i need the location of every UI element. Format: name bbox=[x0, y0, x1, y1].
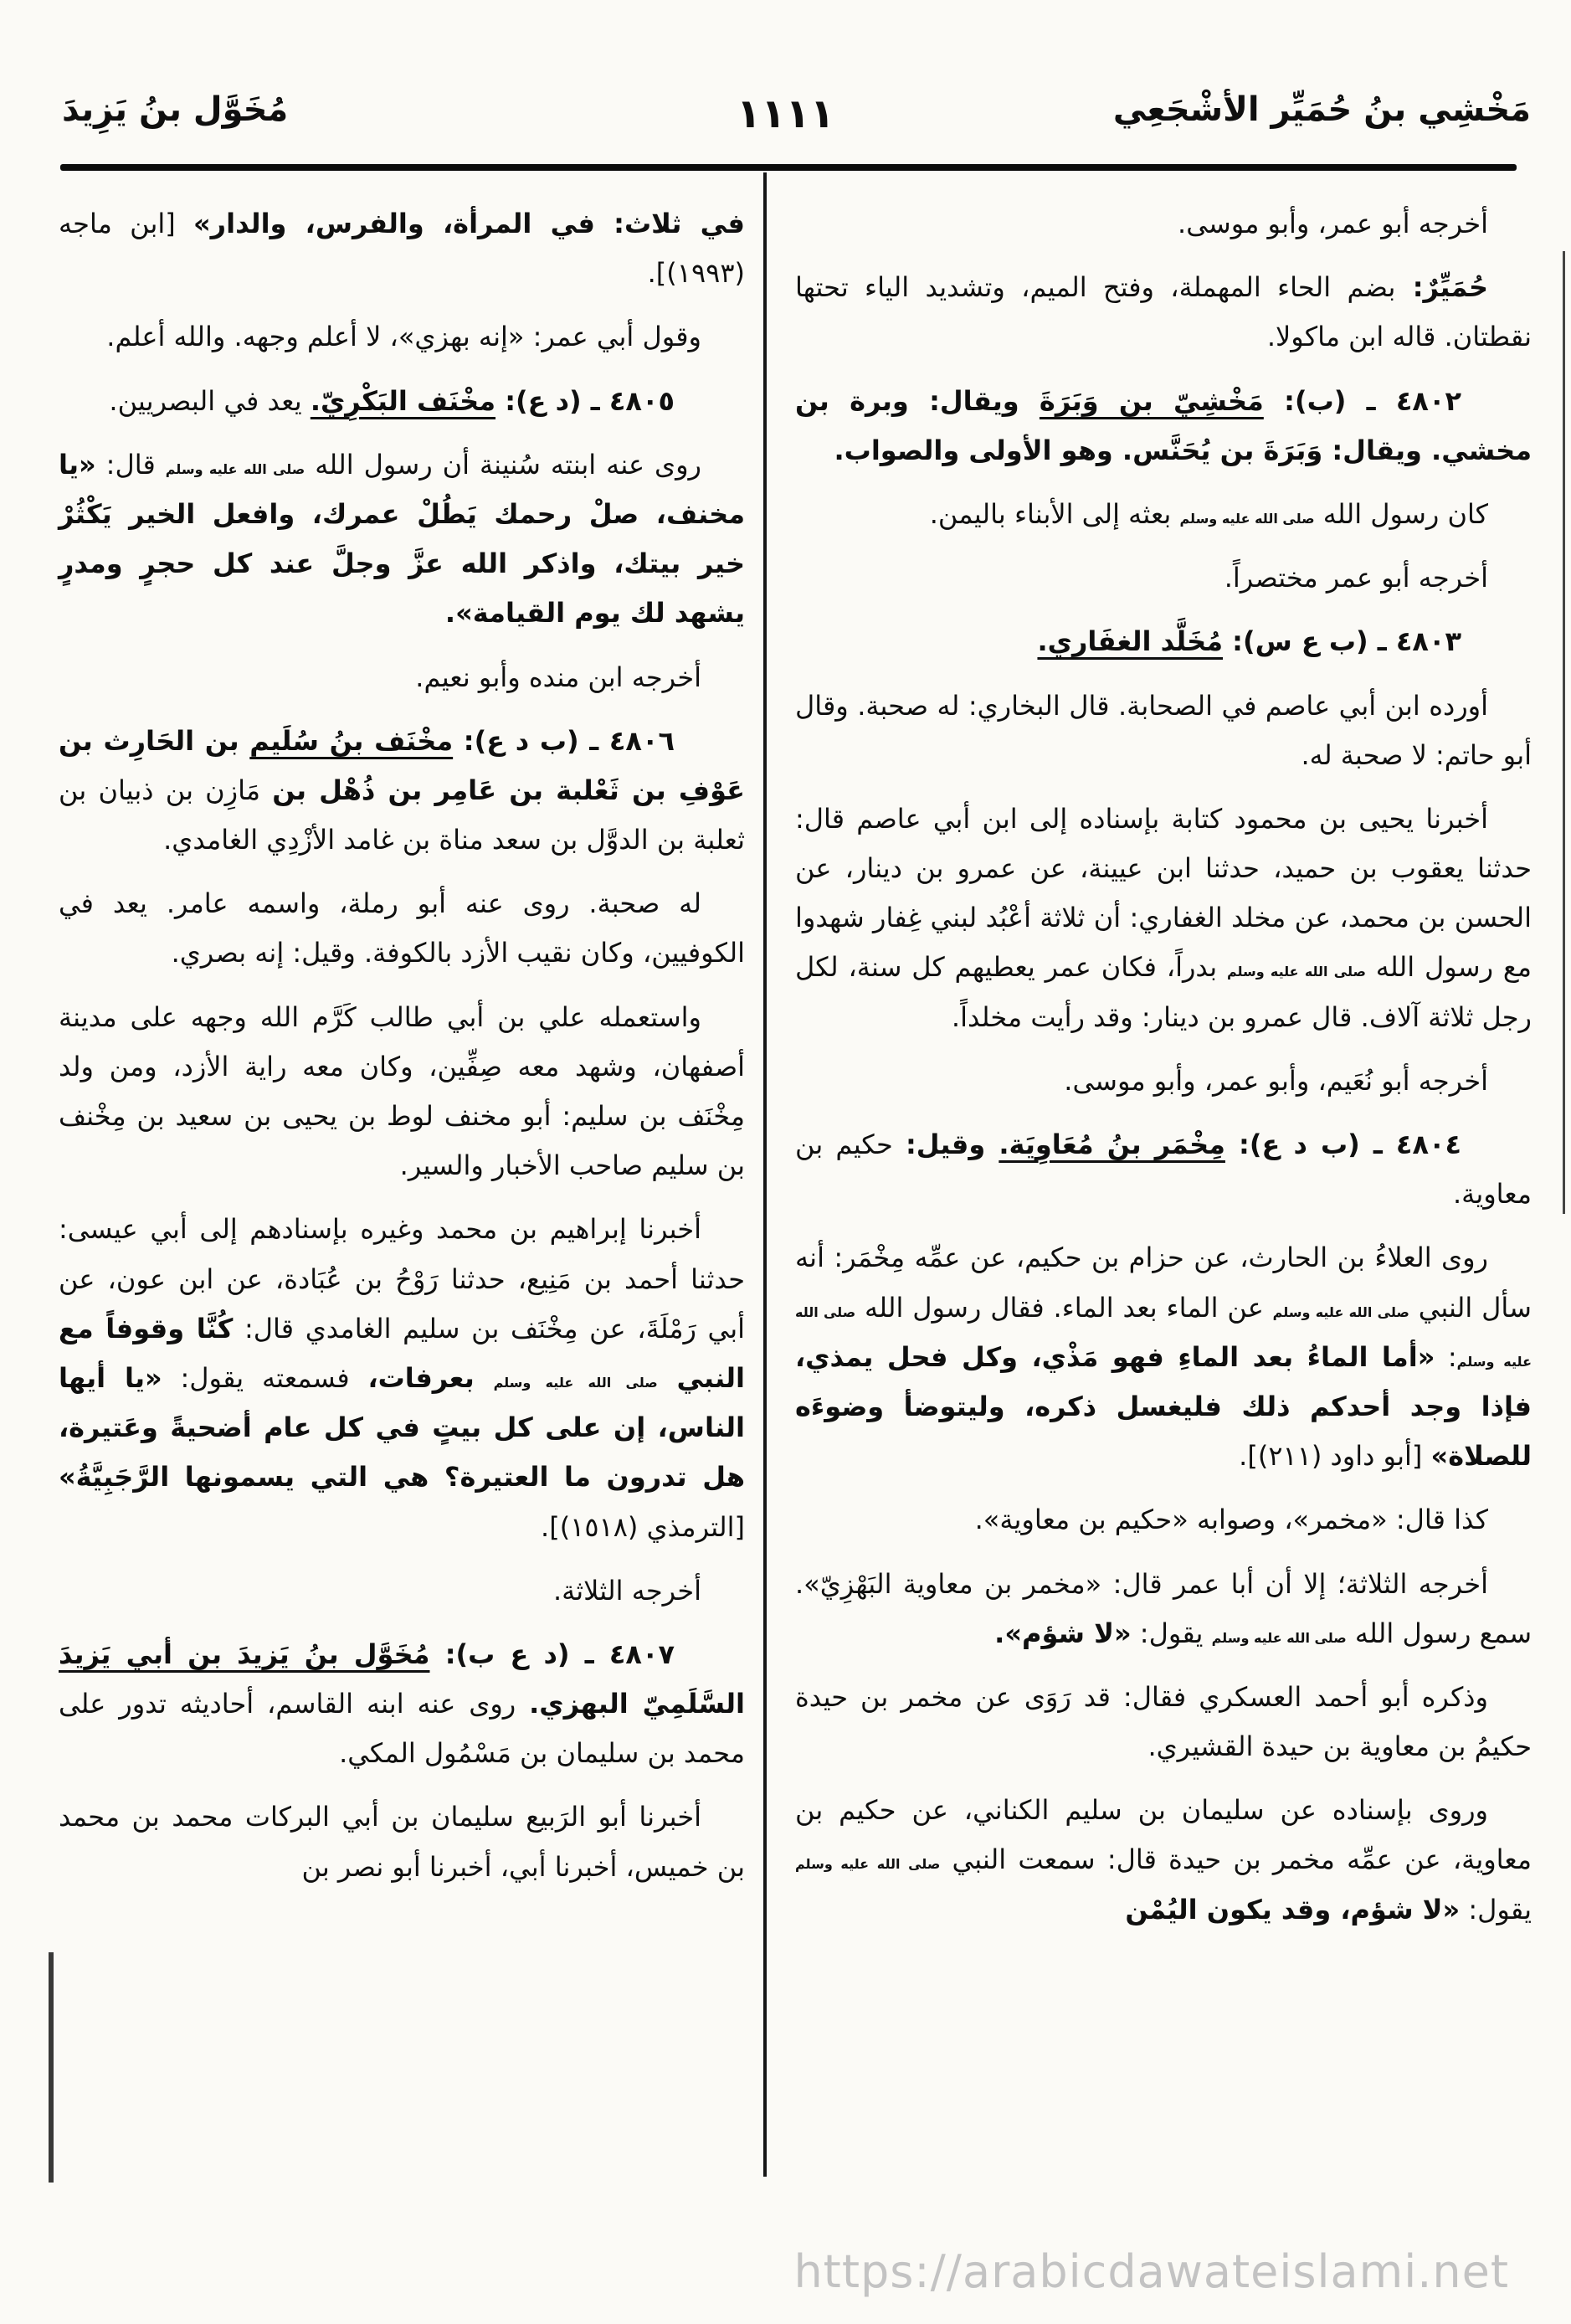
page-number: ١١١١ bbox=[736, 90, 835, 137]
text-segment: روى العلاءُ بن الحارث، عن حزام بن حكيم، عن عمِّه مِخْمَر: أنه سأل النبي bbox=[795, 1242, 1532, 1324]
text-segment: ٤٨٠٦ ـ (ب د ع): bbox=[453, 724, 675, 757]
column-left bbox=[59, 199, 745, 1906]
text-segment: ويقال: وبرة بن مخشي. ويقال: وَبَرَةَ بن يُحَنَّس. وهو الأولى والصواب. bbox=[795, 384, 1532, 466]
column-divider bbox=[763, 172, 767, 2177]
text-segment: صلى الله عليه وسلم bbox=[795, 1856, 941, 1873]
paragraph bbox=[795, 553, 1532, 603]
text-segment: صلى الله عليه وسلم bbox=[795, 1303, 1532, 1370]
text-segment: أخرجه أبو عمر مختصراً. bbox=[1224, 562, 1488, 594]
text-segment: في ثلاث: في المرأة، والفرس، والدار» bbox=[193, 208, 745, 239]
text-segment: بن الحَارِث بن عَوْفِ بن ثَعْلبة بن عَامِر بن ذُهْل بن bbox=[59, 724, 745, 806]
paragraph bbox=[795, 681, 1532, 780]
text-segment: له صحبة. روى عنه أبو رملة، واسمه عامر. يعد في الكوفيين، وكان نقيب الأزد بالكوفة. وقيل: إنه بصري. bbox=[59, 887, 745, 969]
paragraph bbox=[59, 653, 745, 702]
text-segment: [ابن ماجه (١٩٩٣)]. bbox=[59, 208, 745, 290]
entry-paragraph bbox=[59, 717, 745, 866]
text-segment: مَخْشِيّ بن وَبَرَةَ bbox=[1039, 384, 1264, 417]
column-right bbox=[795, 199, 1532, 1949]
running-head-left: مُخَوَّل بنُ يَزِيدَ bbox=[62, 90, 289, 129]
text-segment: «أما الماءُ بعد الماءِ فهو مَذْي، وكل فحل يمذي، فإذا وجد أحدكم ذلك فليغسل ذكره، وليتوضأ وضوءَه للصلاة» bbox=[795, 1340, 1532, 1473]
text-segment: بعرفات، bbox=[367, 1361, 494, 1394]
paragraph bbox=[59, 1205, 745, 1551]
text-segment: «لا شؤم». bbox=[994, 1617, 1132, 1649]
paragraph bbox=[59, 312, 745, 362]
text-segment: قال: bbox=[95, 448, 166, 481]
text-segment: أورده ابن أبي عاصم في الصحابة. قال البخاري: له صحبة. وقال أبو حاتم: لا صحبة له. bbox=[795, 689, 1532, 771]
text-segment: أخرجه ابن منده وأبو نعيم. bbox=[415, 661, 701, 693]
watermark: https://arabicdawateislami.net bbox=[793, 2245, 1509, 2298]
paragraph bbox=[795, 1673, 1532, 1771]
text-segment: وقيل: bbox=[905, 1129, 999, 1160]
header-rule bbox=[60, 164, 1517, 171]
text-segment: واستعمله علي بن أبي طالب كَرَّم الله وجهه على مدينة أصفهان، وشهد معه صِفِّين، وكان معه راية الأزد، ومن ولد مِخْنَف بن سليم: أبو مخنف لوط بن يحيى بن سعيد بن مِخْنف بن سليم صاحب الأخبار والسير. bbox=[59, 1000, 745, 1182]
text-segment: بعثه إلى الأبناء باليمن. bbox=[929, 497, 1180, 530]
paragraph bbox=[795, 1560, 1532, 1658]
paragraph bbox=[795, 1786, 1532, 1935]
text-segment: صلى الله عليه وسلم bbox=[1211, 1629, 1347, 1646]
text-segment: بضم الحاء المهملة، وفتح الميم، وتشديد الياء تحتها نقطتان. قاله ابن ماكولا. bbox=[795, 271, 1532, 353]
text-segment: مُخَوَّل بنُ يَزيدَ بن أبي يَزيدَ bbox=[59, 1638, 430, 1670]
paragraph bbox=[795, 1233, 1532, 1481]
text-segment: يعد في البصريين. bbox=[109, 384, 311, 417]
text-segment: مخْنَف بنُ سُلَيم bbox=[249, 724, 454, 757]
text-segment: صلى الله عليه وسلم bbox=[1179, 510, 1315, 527]
text-segment: صلى الله عليه وسلم bbox=[1226, 964, 1366, 980]
text-segment: مخْنَف البَكْرِيّ. bbox=[310, 384, 496, 417]
text-segment: حُمَيِّرٌ: bbox=[1395, 271, 1489, 304]
scan-edge-artifact-right bbox=[1563, 251, 1565, 1214]
text-segment: يقول: bbox=[1131, 1617, 1212, 1649]
text-segment: [الترمذي (١٥١٨)]. bbox=[541, 1510, 745, 1543]
text-segment: يقول: bbox=[1460, 1893, 1532, 1926]
text-segment: «يا أيها الناس، إن على كل بيتٍ في كل عام أضحيةً وعَتيرة، هل تدرون ما العتيرة؟ هي التي يسمونها الرَّجَبِيَّةُ» bbox=[59, 1361, 745, 1494]
running-head-right: مَخْشِي بنُ حُمَيِّر الأشْجَعِي bbox=[1112, 90, 1531, 129]
text-segment: أخرجه الثلاثة؛ إلا أن أبا عمر قال: «مخمر بن معاوية البَهْزِيّ». سمع رسول الله bbox=[795, 1567, 1532, 1649]
text-segment: عن الماء بعد الماء. فقال رسول الله bbox=[855, 1291, 1273, 1324]
paragraph bbox=[59, 993, 745, 1191]
text-segment: أخرجه أبو نُعَيم، وأبو عمر، وأبو موسى. bbox=[1064, 1064, 1488, 1097]
paragraph bbox=[59, 1566, 745, 1616]
text-segment: ٤٨٠٥ ـ (د ع): bbox=[495, 384, 675, 417]
text-segment: صلى الله عليه وسلم bbox=[493, 1374, 658, 1391]
text-segment: وذكره أبو أحمد العسكري فقال: قد رَوَى عن مخمر بن حيدة حكيمُ بن معاوية بن حيدة القشيري. bbox=[795, 1680, 1532, 1763]
scan-edge-artifact-left bbox=[49, 1952, 54, 2183]
text-segment: : bbox=[1435, 1340, 1457, 1373]
paragraph bbox=[795, 263, 1532, 362]
text-segment: مِخْمَر بنُ مُعَاوِيَة. bbox=[999, 1129, 1225, 1160]
text-segment: «لا شؤم، وقد يكون اليُمْن bbox=[1125, 1893, 1461, 1926]
text-segment: صلى الله عليه وسلم bbox=[1272, 1303, 1409, 1320]
text-segment: ٤٨٠٣ ـ (ب ع س): bbox=[1223, 625, 1461, 658]
text-segment: كان رسول الله bbox=[1314, 497, 1488, 530]
entry-paragraph bbox=[795, 377, 1532, 476]
text-segment: مَازِن بن ذبيان بن ثعلبة بن الدوَّل بن سعد مناة بن غامد الأزْدِي الغامدي. bbox=[59, 774, 745, 856]
text-segment: مُخَلَّد الغفَاري. bbox=[1037, 625, 1224, 658]
entry-paragraph bbox=[59, 1630, 745, 1779]
text-segment: بدراً، فكان عمر يعطيهم كل سنة، لكل رجل ثلاثة آلاف. قال عمرو بن دينار: وقد رأيت مخلداً. bbox=[795, 951, 1532, 1033]
text-segment: روى عنه ابنه القاسم، أحاديثه تدور على محمد بن سليمان بن مَسْمُول المكي. bbox=[59, 1688, 745, 1770]
text-segment: أخبرنا أبو الرَبيع سليمان بن أبي البركات محمد بن محمد بن خميس، أخبرنا أبي، أخبرنا أبو نصر بن bbox=[59, 1801, 745, 1883]
entry-paragraph bbox=[795, 617, 1532, 666]
paragraph bbox=[795, 1495, 1532, 1545]
paragraph bbox=[59, 199, 745, 298]
text-segment: ٤٨٠٢ ـ (ب): bbox=[1263, 384, 1461, 417]
text-segment: ٤٨٠٤ ـ (ب د ع): bbox=[1224, 1129, 1462, 1160]
text-segment: وروى بإسناده عن سليمان بن سليم الكناني، عن حكيم بن معاوية، عن عمِّه مخمر بن حيدة قال: سمعت النبي bbox=[795, 1794, 1532, 1876]
paragraph bbox=[795, 199, 1532, 249]
text-segment: وقول أبي عمر: «إنه بهزي»، لا أعلم وجهه. والله أعلم. bbox=[106, 321, 701, 353]
text-segment: كُنَّا وقوفاً مع النبي bbox=[59, 1312, 746, 1394]
text-segment: صلى الله عليه وسلم bbox=[165, 460, 305, 477]
text-segment: «يا مخنف، صلْ رحمك يَطُلْ عمرك، وافعل الخير يَكْثُرْ خير بيتك، واذكر الله عزَّ وجلَّ عند كل حجرٍ ومدرٍ يشهد لك يوم القيامة». bbox=[59, 448, 745, 630]
paragraph bbox=[795, 794, 1532, 1042]
entry-paragraph bbox=[795, 1120, 1532, 1219]
paragraph bbox=[59, 879, 745, 978]
text-segment: السَّلَمِيّ البهزي. bbox=[529, 1688, 746, 1720]
text-segment: حكيم بن معاوية. bbox=[795, 1129, 1532, 1211]
text-segment: ٤٨٠٧ ـ (د ع ب): bbox=[429, 1638, 675, 1670]
entry-paragraph bbox=[59, 377, 745, 426]
text-segment: فسمعته يقول: bbox=[162, 1361, 368, 1394]
paragraph bbox=[59, 440, 745, 639]
paragraph bbox=[795, 490, 1532, 539]
text-segment: روى عنه ابنته سُنينة أن رسول الله bbox=[305, 448, 702, 481]
paragraph bbox=[795, 1057, 1532, 1106]
text-segment: أخرجه أبو عمر، وأبو موسى. bbox=[1178, 208, 1488, 239]
text-segment: كذا قال: «مخمر»، وصوابه «حكيم بن معاوية». bbox=[974, 1504, 1488, 1536]
text-segment: أخرجه الثلاثة. bbox=[552, 1574, 701, 1607]
text-segment: [أبو داود (٢١١)]. bbox=[1239, 1440, 1431, 1473]
text-segment: أخبرنا إبراهيم بن محمد وغيره بإسنادهم إلى أبي عيسى: حدثنا أحمد بن مَنِيع، حدثنا رَوْحُ بن عُبَادة، عن ابن عون، عن أبي رَمْلَةَ، عن مِخْنَف بن سليم الغامدي قال: bbox=[59, 1213, 746, 1345]
text-segment: أخبرنا يحيى بن محمود كتابة بإسناده إلى ابن أبي عاصم قال: حدثنا يعقوب بن حميد، حدثنا ابن عيينة، عن عمرو بن دينار، عن الحسن بن محمد، عن مخلد الغفاري: أن ثلاثة أعْبُد لبني غِفار شهدوا مع رسول الله bbox=[795, 802, 1532, 984]
paragraph bbox=[59, 1792, 745, 1891]
